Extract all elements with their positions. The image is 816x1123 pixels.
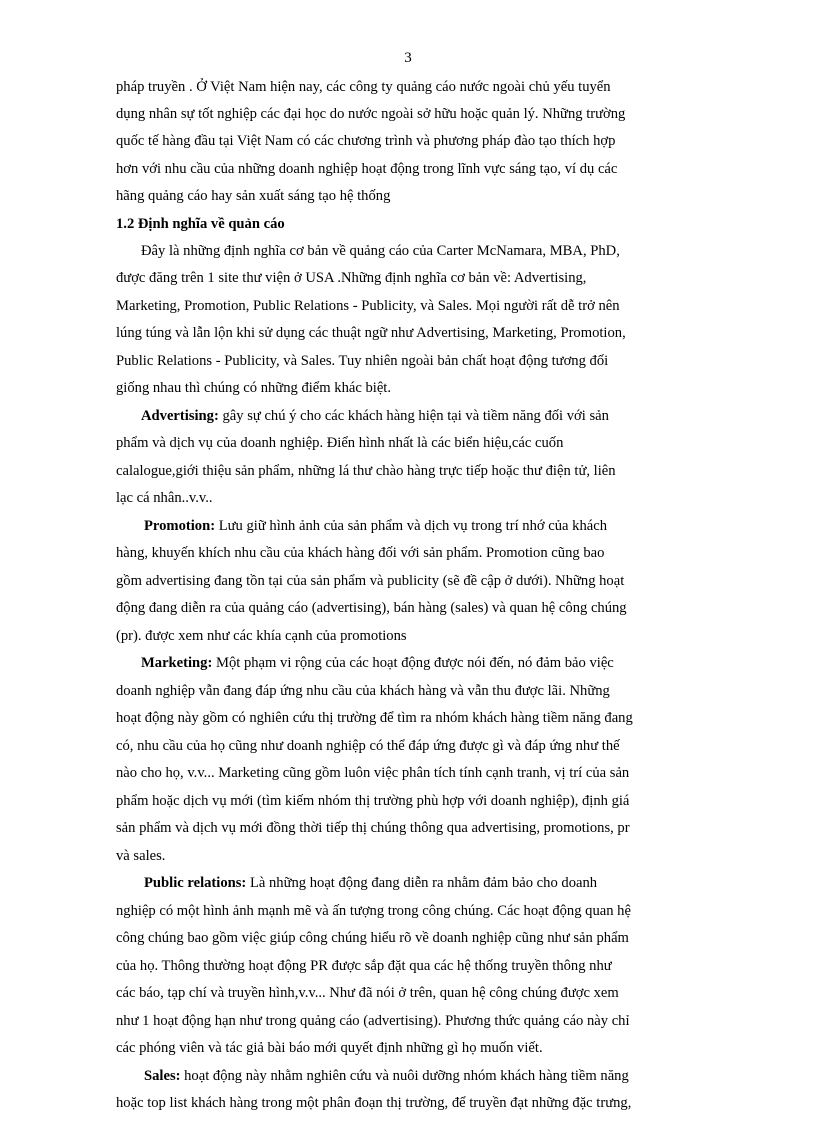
text-line: hãng quảng cáo hay sản xuất sáng tạo hệ thống bbox=[116, 188, 391, 204]
text-line: như 1 hoạt động hạn như trong quảng cáo (advertising). Phương thức quảng cáo này chỉ bbox=[116, 1013, 630, 1029]
sales-first-line bbox=[144, 1066, 728, 1086]
promotion-term: Promotion: bbox=[144, 518, 216, 534]
text-line: lúng túng và lẫn lộn khi sử dụng các thuật ngữ như Advertising, Marketing, Promotion, bbox=[116, 325, 626, 341]
public-relations-first-line bbox=[144, 873, 728, 893]
page-number: 3 bbox=[404, 50, 412, 66]
text-line: hơn với nhu cầu của những doanh nghiệp hoạt động trong lĩnh vực sáng tạo, ví dụ các bbox=[116, 161, 618, 177]
text-line: các báo, tạp chí và truyền hình,v.v... Như đã nói ở trên, quan hệ công chúng được xem bbox=[116, 985, 619, 1001]
text-line: calalogue,giới thiệu sản phẩm, những lá thư chào hàng trực tiếp hoặc thư điện tử, liên bbox=[116, 463, 616, 479]
marketing-text: Một phạm vi rộng của các hoạt động được nói đến, nó đảm bảo việc bbox=[212, 655, 614, 671]
section-heading-text: 1.2 Định nghĩa về quản cáo bbox=[116, 216, 285, 232]
section-heading bbox=[116, 214, 700, 234]
text-line: Public Relations - Publicity, và Sales. Tuy nhiên ngoài bản chất hoạt động tương đối bbox=[116, 353, 609, 369]
text-line: phẩm và dịch vụ của doanh nghiệp. Điển hình nhất là các biển hiệu,các cuốn bbox=[116, 435, 564, 451]
text-line: động đang diễn ra của quảng cáo (advertising), bán hàng (sales) và quan hệ công chúng bbox=[116, 600, 627, 616]
sales-text: hoạt động này nhằm nghiên cứu và nuôi dưỡng nhóm khách hàng tiềm năng bbox=[180, 1068, 629, 1084]
text-line: có, nhu cầu của họ cũng như doanh nghiệp có thể đáp ứng được gì và đáp ứng như thế bbox=[116, 738, 620, 754]
text-line: Đây là những định nghĩa cơ bản về quảng cáo của Carter McNamara, MBA, PhD, bbox=[141, 243, 620, 259]
text-line: lạc cá nhân..v.v.. bbox=[116, 490, 213, 506]
text-line: pháp truyền . Ở Việt Nam hiện nay, các công ty quảng cáo nước ngoài chủ yếu tuyển bbox=[116, 79, 611, 95]
public-relations-term: Public relations: bbox=[144, 875, 247, 891]
promotion-first-line bbox=[144, 516, 728, 536]
text-line: gồm advertising đang tồn tại của sản phẩm và publicity (sẽ đề cập ở dưới). Những hoạt bbox=[116, 573, 625, 589]
text-line: Marketing, Promotion, Public Relations - Publicity, và Sales. Mọi người rất dễ trở nên bbox=[116, 298, 620, 314]
text-line: được đăng trên 1 site thư viện ở USA .Những định nghĩa cơ bản về: Advertising, bbox=[116, 270, 587, 286]
text-line: nghiệp có một hình ảnh mạnh mẽ và ấn tượng trong công chúng. Các hoạt động quan hệ bbox=[116, 903, 631, 919]
text-line: nào cho họ, v.v... Marketing cũng gồm luôn việc phân tích tính cạnh tranh, vị trí của sản bbox=[116, 765, 630, 781]
sales-term: Sales: bbox=[144, 1068, 181, 1084]
advertising-first-line bbox=[141, 406, 725, 426]
text-line: giống nhau thì chúng có những điểm khác biệt. bbox=[116, 380, 392, 396]
text-line: của họ. Thông thường hoạt động PR được sắp đặt qua các hệ thống truyền thông như bbox=[116, 958, 612, 974]
text-line: hoặc top list khách hàng trong một phân đoạn thị trường, để truyền đạt những đặc trưng, bbox=[116, 1095, 632, 1111]
text-line: hoạt động này gồm có nghiên cứu thị trường để tìm ra nhóm khách hàng tiềm năng đang bbox=[116, 710, 633, 726]
text-line: công chúng bao gồm việc giúp công chúng hiểu rõ về doanh nghiệp cũng như sản phẩm bbox=[116, 930, 629, 946]
text-line: dụng nhân sự tốt nghiệp các đại học do nước ngoài sở hữu hoặc quản lý. Những trường bbox=[116, 106, 626, 122]
text-line: quốc tế hàng đầu tại Việt Nam có các chương trình và phương pháp đào tạo thích hợp bbox=[116, 133, 616, 149]
text-line: sản phẩm và dịch vụ mới đồng thời tiếp thị chúng thông qua advertising, promotions, pr bbox=[116, 820, 630, 836]
promotion-text: Lưu giữ hình ảnh của sản phẩm và dịch vụ trong trí nhớ của khách bbox=[215, 518, 608, 534]
text-line: và sales. bbox=[116, 848, 166, 864]
text-line: hàng, khuyến khích nhu cầu của khách hàng đối với sản phẩm. Promotion cũng bao bbox=[116, 545, 605, 561]
marketing-term: Marketing: bbox=[141, 655, 213, 671]
advertising-text: gây sự chú ý cho các khách hàng hiện tại và tiềm năng đối với sản bbox=[218, 408, 609, 424]
advertising-term: Advertising: bbox=[141, 408, 219, 424]
text-line: phẩm hoặc dịch vụ mới (tìm kiếm nhóm thị trường phù hợp với doanh nghiệp), định giá bbox=[116, 793, 630, 809]
text-line: (pr). được xem như các khía cạnh của promotions bbox=[116, 628, 407, 644]
public-relations-text: Là những hoạt động đang diễn ra nhằm đảm bảo cho doanh bbox=[246, 875, 598, 891]
text-line: các phóng viên và tác giả bài báo mới quyết định những gì họ muốn viết. bbox=[116, 1040, 543, 1056]
text-line: doanh nghiệp vẫn đang đáp ứng nhu cầu của khách hàng và vẫn thu được lãi. Những bbox=[116, 683, 610, 699]
marketing-first-line bbox=[141, 653, 725, 673]
